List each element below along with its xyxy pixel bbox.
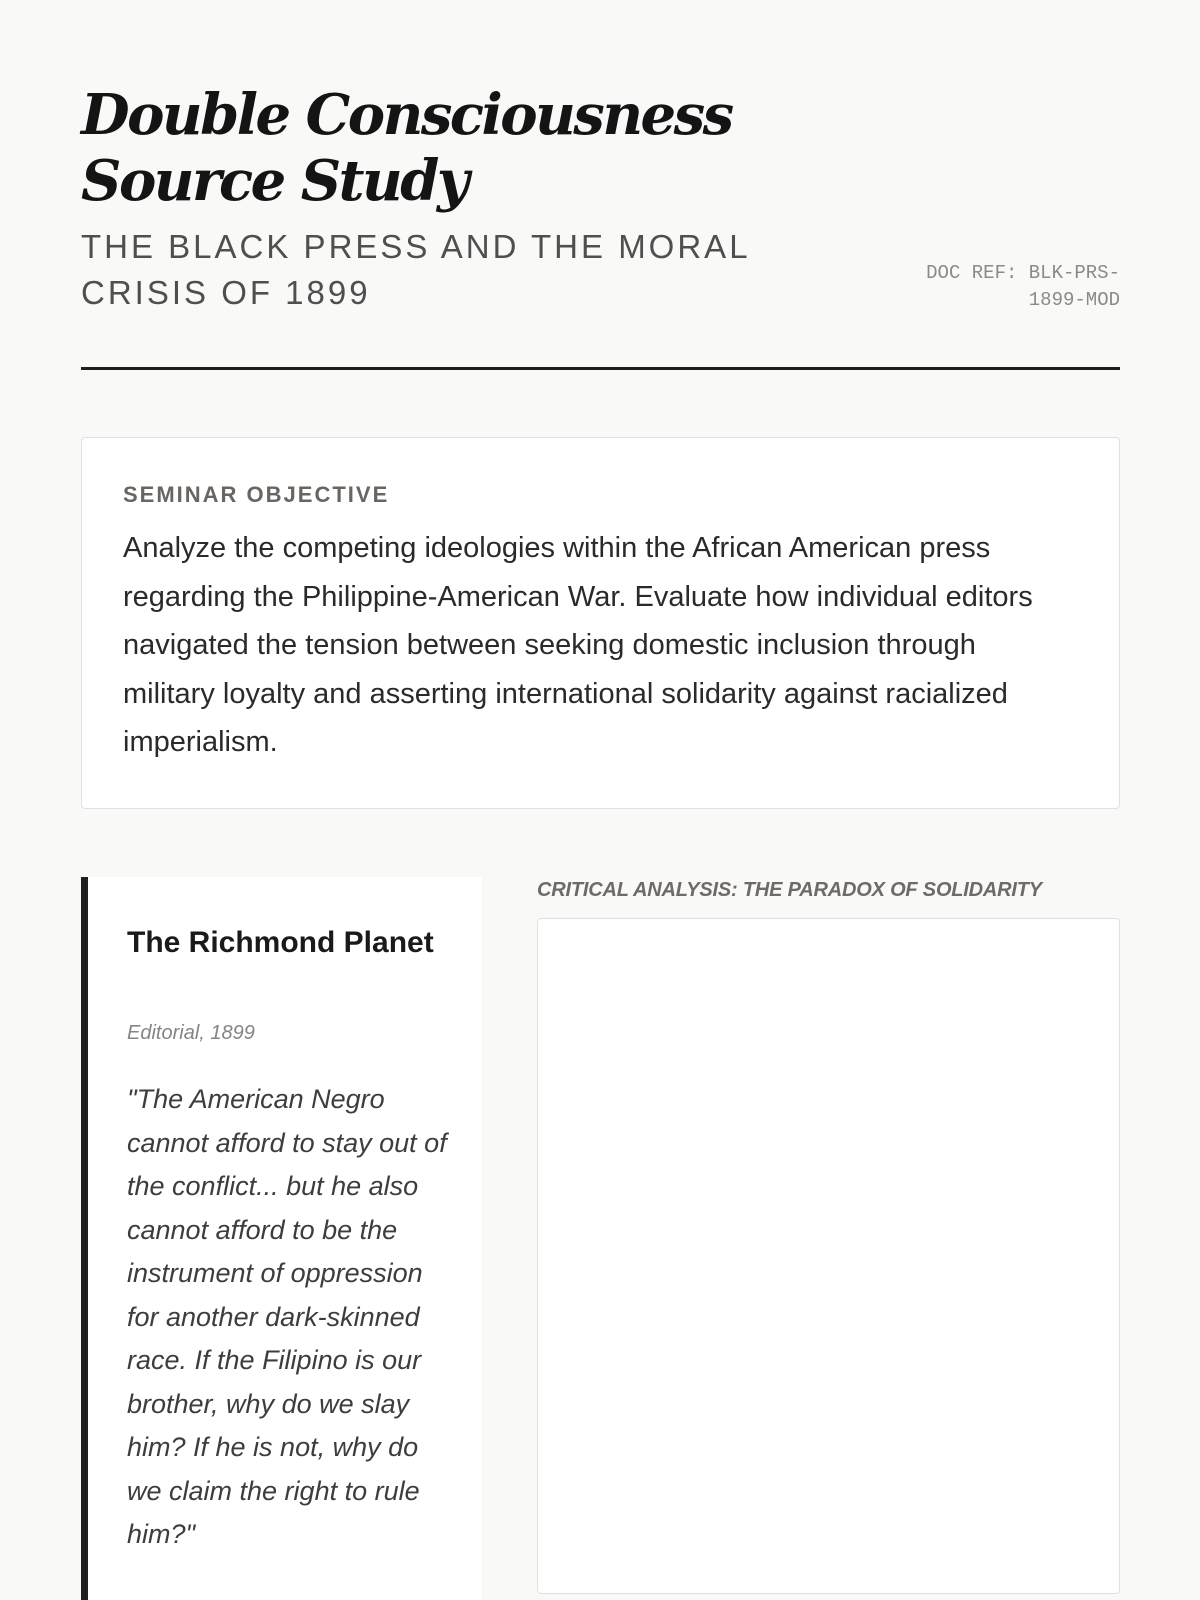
objective-label: SEMINAR OBJECTIVE xyxy=(123,482,390,507)
page-title: Double Consciousness Source Study xyxy=(81,82,732,214)
source-meta: Editorial, 1899 xyxy=(127,1022,255,1044)
page-subtitle: THE BLACK PRESS AND THE MORAL CRISIS OF 1899 xyxy=(81,228,750,311)
header-divider xyxy=(81,367,1120,370)
objective-text: Analyze the competing ideologies within the African American press regarding the Philippine-American War. Evaluate how individual editors navigated the tension between seeking domestic inclusion through military loyalty and asserting international solidarity against racialized imperialism. xyxy=(123,532,1033,758)
source-title: The Richmond Planet xyxy=(127,926,434,959)
document-header xyxy=(81,82,1120,369)
seminar-objective-card xyxy=(81,437,1120,809)
analysis-label: CRITICAL ANALYSIS: THE PARADOX OF SOLIDARITY xyxy=(537,879,1042,901)
doc-reference: DOC REF: BLK-PRS-1899-MOD xyxy=(926,262,1120,311)
page xyxy=(81,0,1120,1600)
source-quote: "The American Negro cannot afford to stay out of the conflict... but he also cannot afford to be the instrument of oppression for another dark-skinned race. If the Filipino is our brother, why do we slay him? If he is not, why do we claim the right to rule him?" xyxy=(127,1084,447,1549)
analysis-textarea[interactable] xyxy=(537,918,1120,1594)
source-card xyxy=(81,877,482,1600)
